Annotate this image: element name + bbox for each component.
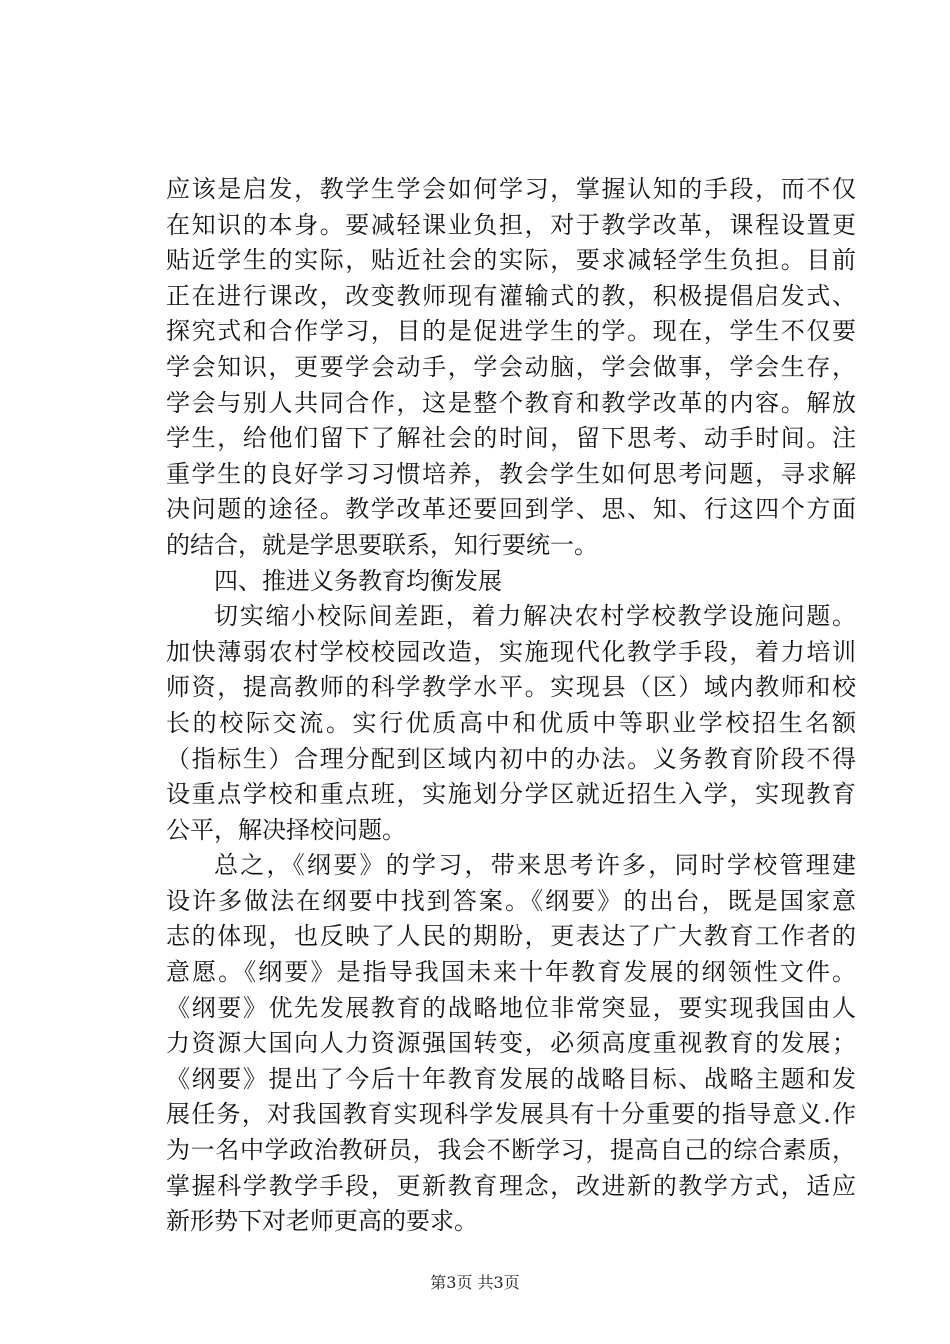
text-line: 四、推进义务教育均衡发展 <box>214 566 502 595</box>
text-line: 力资源大国向人力资源强国转变，必须高度重视教育的发展； <box>166 1029 856 1058</box>
text-line: 贴近学生的实际，贴近社会的实际，要求减轻学生负担。目前 <box>166 246 856 275</box>
text-line: 加快薄弱农村学校校园改造，实施现代化教学手段，着力培训 <box>166 637 856 666</box>
page-footer: 第3页 共3页 <box>430 1273 520 1292</box>
text-line: 的结合，就是学思要联系，知行要统一。 <box>166 530 598 559</box>
text-line: 设重点学校和重点班，实施划分学区就近招生入学，实现教育 <box>166 780 856 809</box>
text-line: 长的校际交流。实行优质高中和优质中等职业学校招生名额 <box>166 708 856 737</box>
text-line: 设许多做法在纲要中找到答案。《纲要》的出台，既是国家意 <box>166 886 856 915</box>
text-line: 学生，给他们留下了解社会的时间，留下思考、动手时间。注 <box>166 424 856 453</box>
text-line: 正在进行课改，改变教师现有灌输式的教，积极提倡启发式、 <box>166 281 856 310</box>
text-line: 展任务，对我国教育实现科学发展具有十分重要的指导意义.作 <box>166 1100 856 1129</box>
text-line: 掌握科学教学手段，更新教育理念，改进新的教学方式，适应 <box>166 1171 856 1200</box>
text-line: 学会知识，更要学会动手，学会动脑，学会做事，学会生存， <box>166 352 856 381</box>
text-line: 应该是启发，教学生学会如何学习，掌握认知的手段，而不仅 <box>166 175 856 203</box>
text-line: 重学生的良好学习习惯培养，教会学生如何思考问题，寻求解 <box>166 459 856 488</box>
text-line: 《纲要》优先发展教育的战略地位非常突显，要实现我国由人 <box>166 993 856 1022</box>
text-line: 在知识的本身。要减轻课业负担，对于教学改革，课程设置更 <box>166 210 856 239</box>
text-line: 切实缩小校际间差距，着力解决农村学校教学设施问题。 <box>214 602 856 631</box>
text-line: 探究式和合作学习，目的是促进学生的学。现在，学生不仅要 <box>166 317 856 346</box>
text-line: 决问题的途径。教学改革还要回到学、思、知、行这四个方面 <box>166 495 856 524</box>
text-line: 为一名中学政治教研员，我会不断学习，提高自己的综合素质， <box>166 1136 856 1165</box>
text-line: 意愿。《纲要》是指导我国未来十年教育发展的纲领性文件。 <box>166 958 856 987</box>
text-line: 新形势下对老师更高的要求。 <box>166 1207 478 1236</box>
body-text <box>166 172 856 1240</box>
text-line: 《纲要》提出了今后十年教育发展的战略目标、战略主题和发 <box>166 1064 856 1093</box>
text-line: 公平，解决择校问题。 <box>166 815 406 844</box>
text-line: 志的体现，也反映了人民的期盼，更表达了广大教育工作者的 <box>166 922 856 951</box>
text-line: 师资，提高教师的科学教学水平。实现县（区）域内教师和校 <box>166 673 856 702</box>
text-line: 学会与别人共同合作，这是整个教育和教学改革的内容。解放 <box>166 388 856 417</box>
text-line: 总之，《纲要》的学习，带来思考许多，同时学校管理建 <box>214 851 856 880</box>
text-line: （指标生）合理分配到区域内初中的办法。义务教育阶段不得 <box>166 744 856 773</box>
